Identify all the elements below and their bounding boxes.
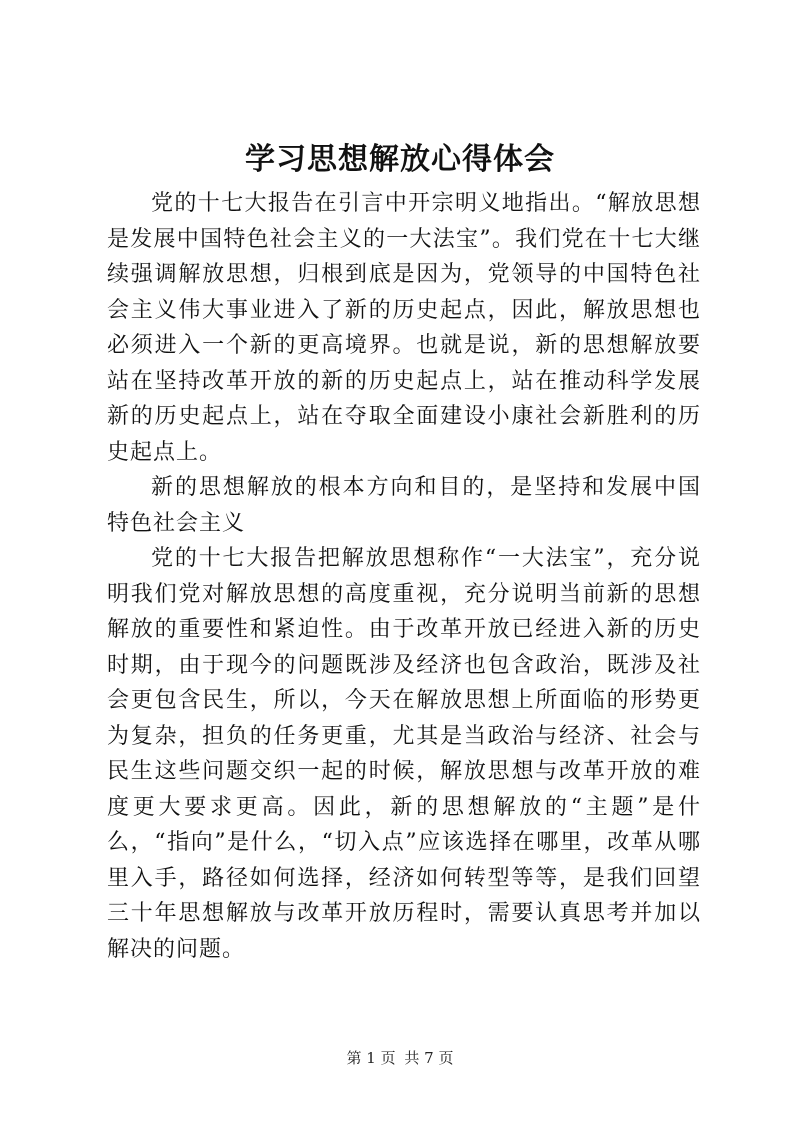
paragraph-1: 党的十七大报告在引言中开宗明义地指出。“解放思想是发展中国特色社会主义的一大法宝”。我们党在十七大继续强调解放思想，归根到底是因为，党领导的中国特色社会主义伟大事业进入了新的历史起点，因此，解放思想也必须进入一个新的更高境界。也就是说，新的思想解放要站在坚持改革开放的新的历史起点上，站在推动科学发展新的历史起点上，站在夺取全面建设小康社会新胜利的历史起点上。	[107, 191, 701, 465]
page-footer	[0, 1047, 800, 1069]
document-body	[107, 186, 701, 967]
page-total: 共 7 页	[404, 1049, 454, 1067]
page-number: 第 1 页	[346, 1049, 396, 1067]
paragraph-2: 新的思想解放的根本方向和目的，是坚持和发展中国特色社会主义	[107, 475, 701, 536]
paragraph-3: 党的十七大报告把解放思想称作“一大法宝”，充分说明我们党对解放思想的高度重视，充分说明当前新的思想解放的重要性和紧迫性。由于改革开放已经进入新的历史时期，由于现今的问题既涉及经济也包含政治，既涉及社会更包含民生，所以，今天在解放思想上所面临的形势更为复杂，担负的任务更重，尤其是当政治与经济、社会与民生这些问题交织一起的时候，解放思想与改革开放的难度更大要求更高。因此，新的思想解放的“主题”是什么，“指向”是什么，“切入点”应该选择在哪里，改革从哪里入手，路径如何选择，经济如何转型等等，是我们回望三十年思想解放与改革开放历程时，需要认真思考并加以解决的问题。	[107, 546, 701, 962]
document-title: 学习思想解放心得体会	[245, 142, 555, 177]
